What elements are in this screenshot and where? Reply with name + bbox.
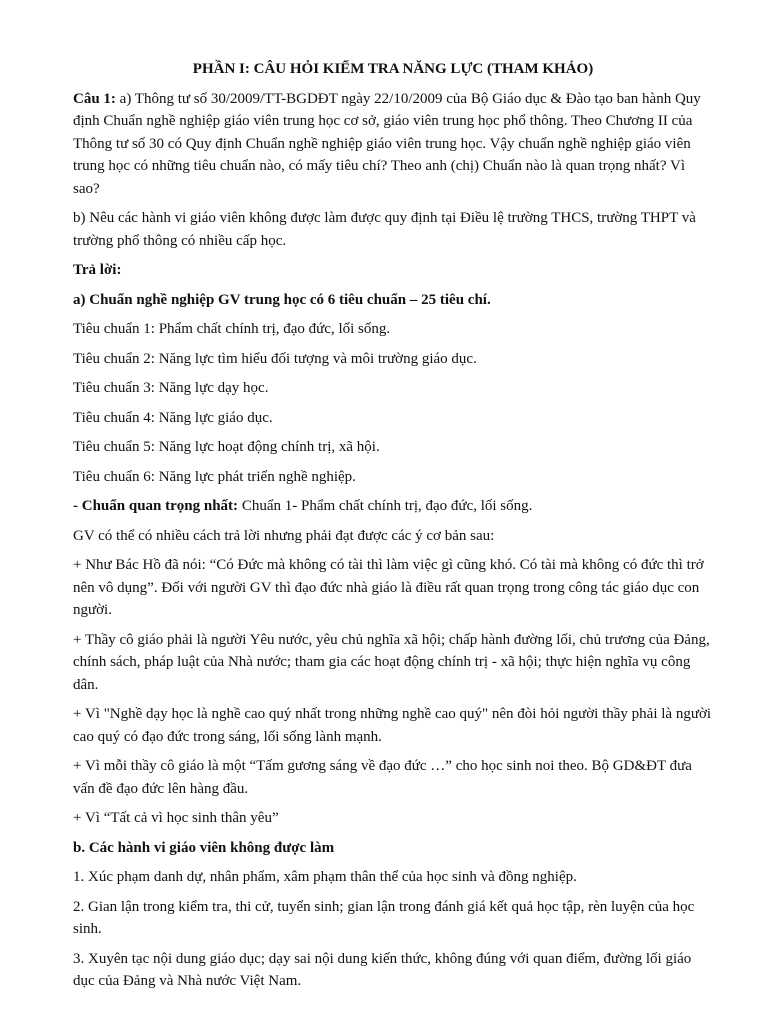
prohibited-item: 3. Xuyên tạc nội dung giáo dục; dạy sai nội dung kiến thức, không đúng với quan điểm, đường lối giáo dục của Đảng và Nhà nước Việt Nam.	[73, 950, 692, 989]
standard-item: Tiêu chuẩn 6: Năng lực phát triển nghề nghiệp.	[73, 468, 356, 485]
reason-point: + Vì "Nghề dạy học là nghề cao quý nhất trong những nghề cao quý" nên đòi hỏi người thầy phải là người cao quý có đạo đức trong sáng, lối sống lành mạnh.	[73, 706, 712, 745]
reason-point: + Vì “Tất cả vì học sinh thân yêu”	[73, 810, 279, 826]
reason-point: + Như Bác Hồ đã nói: “Có Đức mà không có tài thì làm việc gì cũng khó. Có tài mà không có đức thì trở nên vô dụng”. Đối với người GV thì đạo đức nhà giáo là điều rất quan trọng trong công tác giáo dục con người.	[73, 557, 704, 618]
page-title: PHẦN I: CÂU HỎI KIỂM TRA NĂNG LỰC (THAM KHẢO)	[192, 61, 594, 77]
important-label: - Chuẩn quan trọng nhất:	[73, 498, 239, 514]
standard-item: Tiêu chuẩn 4: Năng lực giáo dục.	[73, 409, 273, 426]
reason-point: + Vì mỗi thầy cô giáo là một “Tấm gương sáng về đạo đức …” cho học sinh noi theo. Bộ GD&ĐT đưa vấn đề đạo đức lên hàng đầu.	[73, 758, 692, 797]
answer-intro: GV có thể có nhiều cách trả lời nhưng phải đạt được các ý cơ bản sau:	[73, 527, 495, 544]
answer-a-heading: a) Chuẩn nghề nghiệp GV trung học có 6 tiêu chuẩn – 25 tiêu chí.	[73, 291, 491, 308]
standard-item: Tiêu chuẩn 2: Năng lực tìm hiểu đối tượng và môi trường giáo dục.	[73, 350, 477, 367]
answer-label: Trả lời:	[73, 262, 122, 278]
reason-point: + Thầy cô giáo phải là người Yêu nước, yêu chủ nghĩa xã hội; chấp hành đường lối, chủ trương của Đảng, chính sách, pháp luật của Nhà nước; tham gia các hoạt động chính trị - xã hội; thực hiện nghĩa vụ công dân.	[73, 631, 710, 693]
standard-item: Tiêu chuẩn 1: Phẩm chất chính trị, đạo đức, lối sống.	[73, 321, 391, 337]
document-page	[73, 58, 713, 1000]
question-1a-text: a) Thông tư số 30/2009/TT-BGDĐT ngày 22/10/2009 của Bộ Giáo dục & Đào tạo ban hành Quy định Chuẩn nghề nghiệp giáo viên trung học cơ sở, giáo viên trung học phổ thông. Theo Chương II của Thông tư số 30 có Quy định Chuẩn nghề nghiệp giáo viên trung học. Vậy chuẩn nghề nghiệp giáo viên trung học có những tiêu chuẩn nào, có mấy tiêu chí? Theo anh (chị) Chuẩn nào là quan trọng nhất? Vì sao?	[73, 90, 701, 197]
question-1-part-a	[73, 88, 713, 201]
prohibited-item: 1. Xúc phạm danh dự, nhân phẩm, xâm phạm thân thể của học sinh và đồng nghiệp.	[73, 869, 577, 885]
prohibited-item: 2. Gian lận trong kiểm tra, thi cử, tuyển sinh; gian lận trong đánh giá kết quả học tập, rèn luyện của học sinh.	[73, 898, 695, 937]
question-1-part-b: b) Nêu các hành vi giáo viên không được làm được quy định tại Điều lệ trường THCS, trường THPT và trường phổ thông có nhiều cấp học.	[73, 210, 696, 249]
question-label: Câu 1:	[73, 90, 116, 107]
standard-item: Tiêu chuẩn 5: Năng lực hoạt động chính trị, xã hội.	[73, 439, 380, 455]
most-important-standard	[73, 495, 713, 518]
standard-item: Tiêu chuẩn 3: Năng lực dạy học.	[73, 380, 269, 396]
answer-b-heading: b. Các hành vi giáo viên không được làm	[73, 839, 335, 856]
important-text: Chuẩn 1- Phẩm chất chính trị, đạo đức, lối sống.	[238, 498, 533, 514]
